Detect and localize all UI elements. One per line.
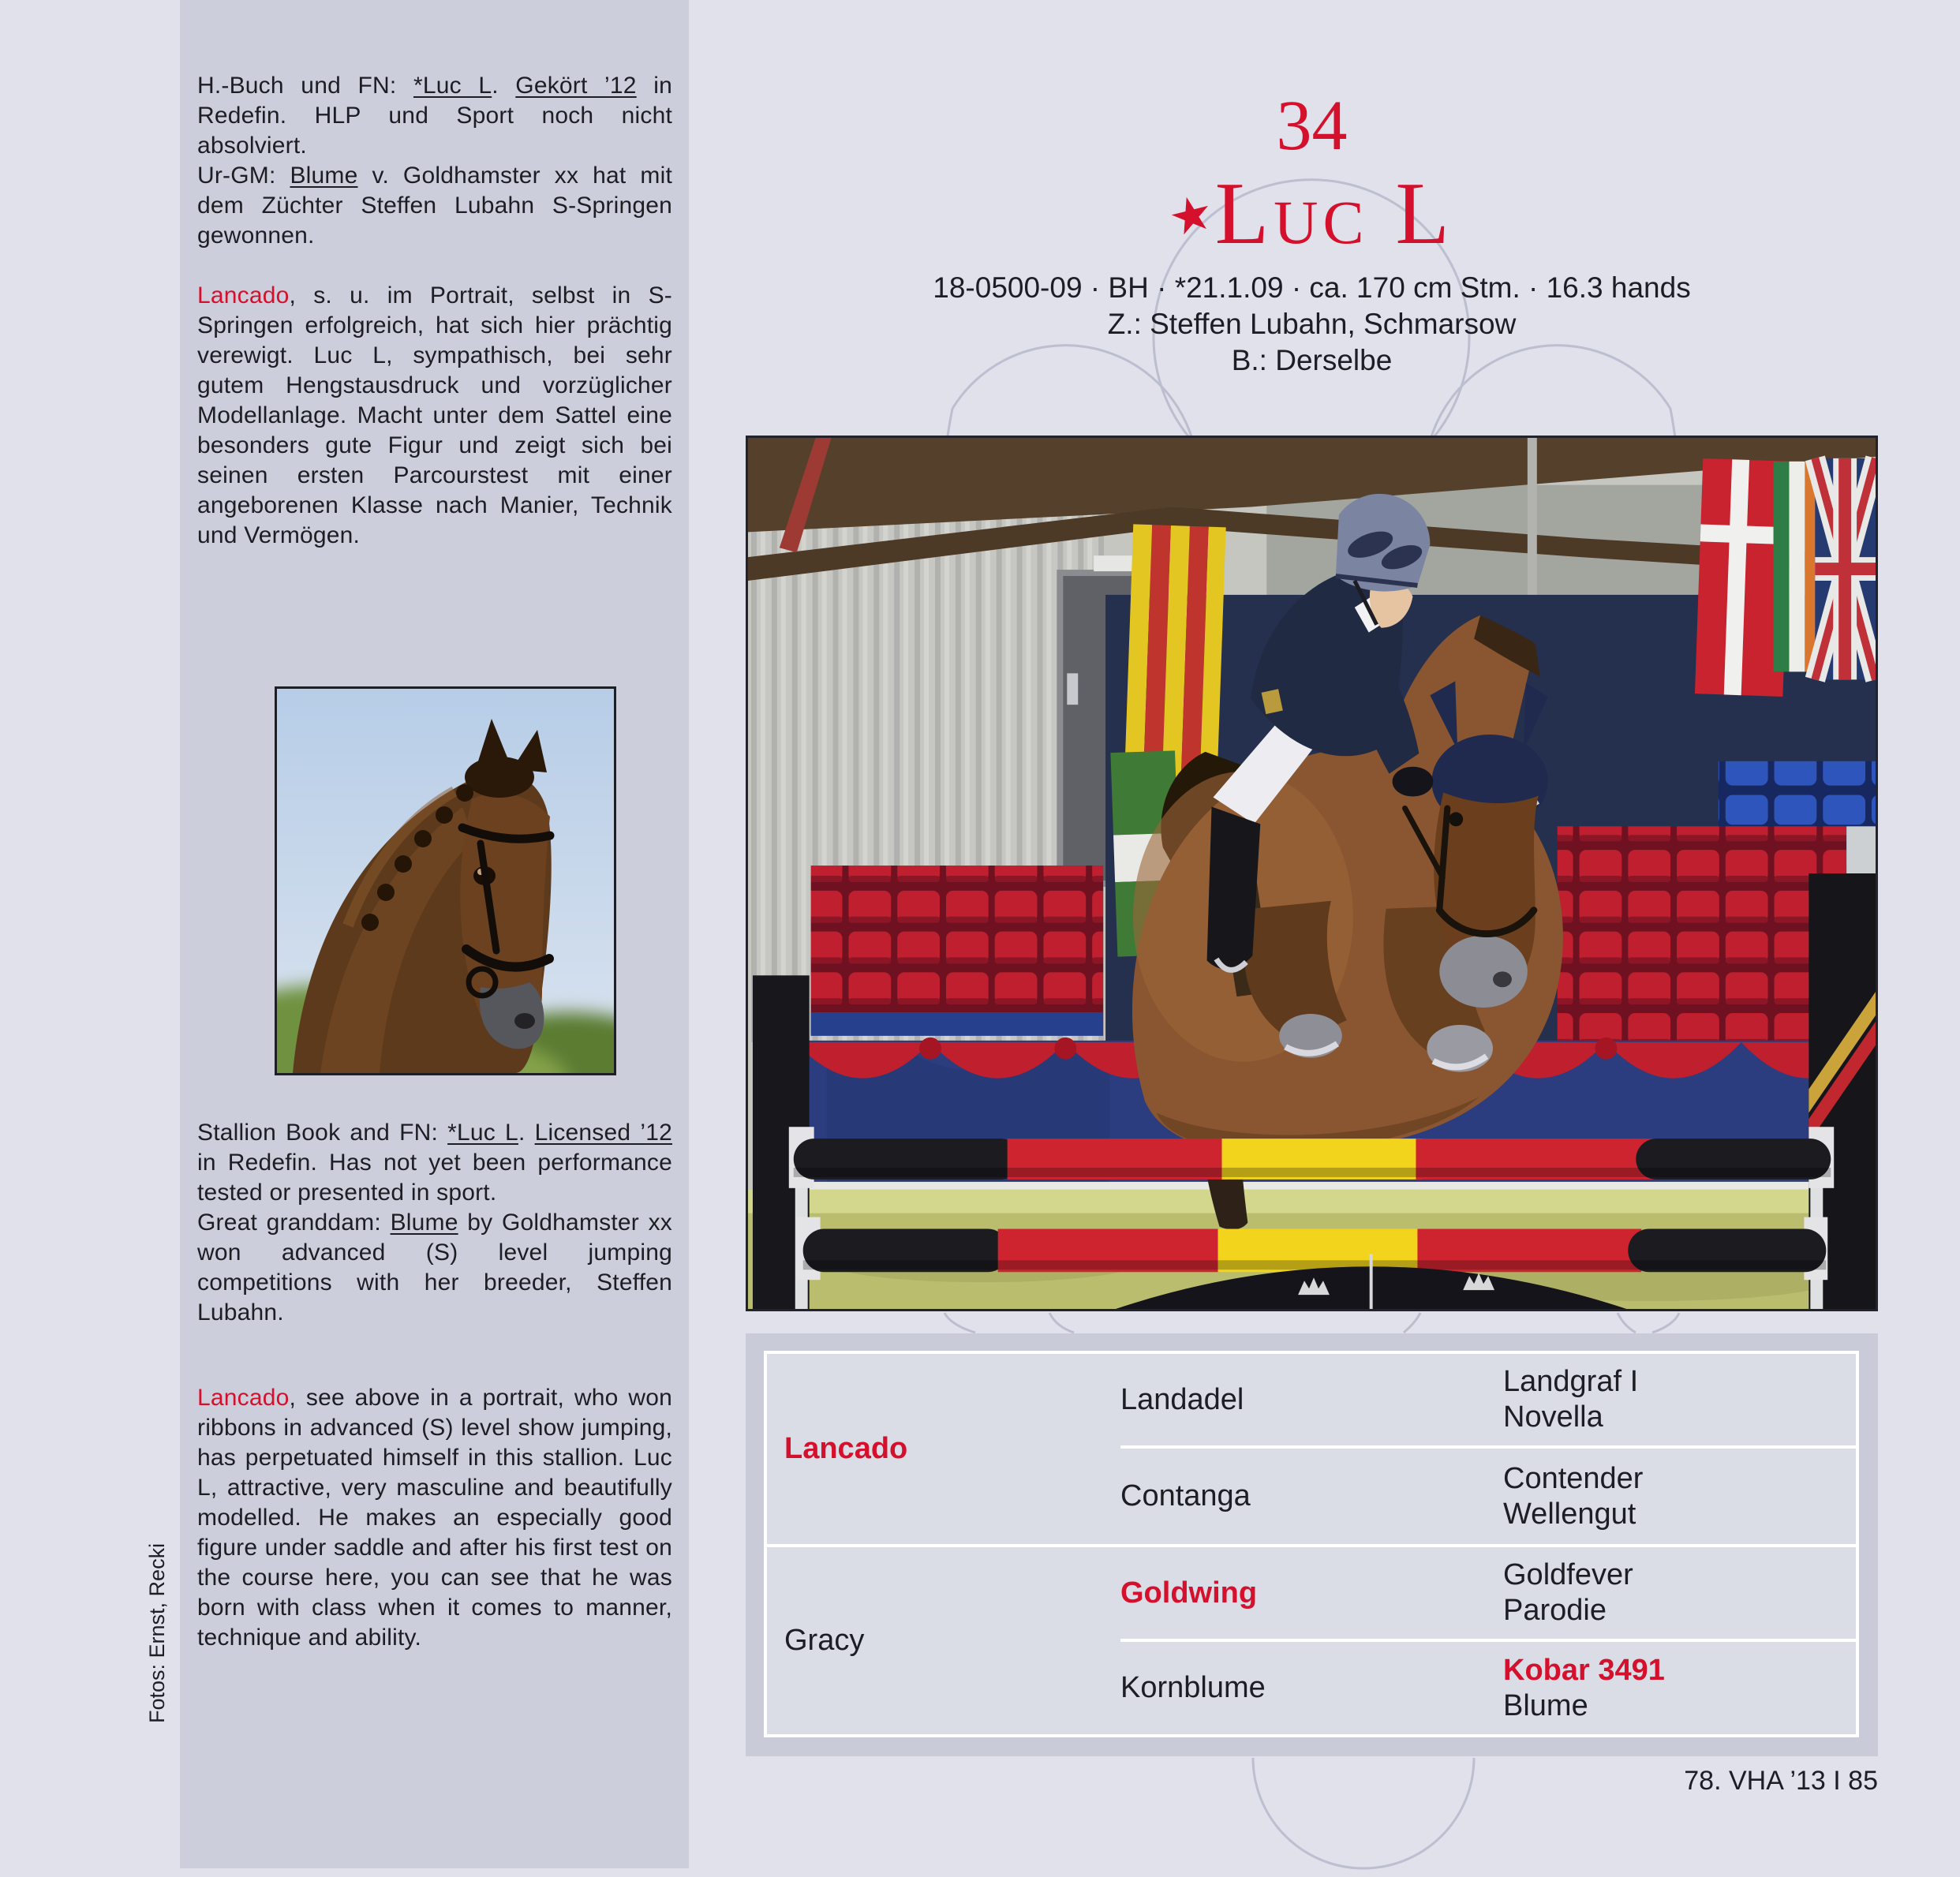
photo-credit	[117, 1542, 169, 1748]
ggp-line: Goldfever	[1503, 1558, 1633, 1591]
english-paragraph-1: Stallion Book and FN: *Luc L. Licensed ’12 in Redefin. Has not yet been performance tested or presented in sport. Great granddam: Blume by Goldhamster xx won advanced (S) level jumping competitions with her breeder, Steffen Lubahn.	[197, 1120, 673, 1325]
ggp-line: Parodie	[1503, 1594, 1607, 1627]
photo-credit-label: Fotos: Ernst, Recki	[145, 1542, 169, 1723]
pedigree-greatgrandparents-2	[1503, 1449, 1842, 1544]
ggp-line: Novella	[1503, 1400, 1603, 1434]
pedigree-sire-sire: Landadel	[1120, 1382, 1244, 1416]
ggp-line: Kobar 3491	[1503, 1653, 1665, 1687]
irish-flag	[1774, 462, 1821, 672]
stallion-details-line1: 18-0500-09 · BH · *21.1.09 · ca. 170 cm Stm. · 16.3 hands	[933, 271, 1691, 304]
catalog-number: 34	[1276, 87, 1348, 165]
ggp-line: Wellengut	[1503, 1497, 1636, 1531]
jumping-scene	[748, 438, 1876, 1309]
uk-flag	[1815, 458, 1876, 679]
stallion-details-line2: Z.: Steffen Lubahn, Schmarsow	[1107, 308, 1517, 340]
striped-flag	[1124, 524, 1226, 786]
stallion-details	[746, 270, 1878, 379]
pedigree-greatgrandparents-4	[1503, 1642, 1842, 1734]
stallion-details-line3: B.: Derselbe	[1231, 344, 1393, 376]
star-icon: ★	[1163, 185, 1220, 248]
ggp-line: Landgraf I	[1503, 1365, 1639, 1398]
english-paragraph-2: Lancado, see above in a portrait, who won ribbons in advanced (S) level show jumping, has perpetuated himself in this stallion. Luc L, attractive, very masculine and beautifully modelled. He makes an especially good figure under saddle and after his first test on the course here, you can see that he was born with class when it comes to manner, technique and ability.	[197, 1385, 672, 1651]
german-paragraph-1: H.-Buch und FN: *Luc L. Gekört ’12 in Redefin. HLP und Sport noch nicht absolviert. Ur-GM: Blume v. Goldhamster xx hat mit dem Züchter Steffen Lubahn S-Springen gewonnen.	[197, 73, 673, 249]
portrait-horse-head	[277, 689, 614, 1073]
pedigree-sire-dam: Contanga	[1120, 1479, 1251, 1512]
page-footer: 78. VHA ’13 I 85	[1684, 1766, 1878, 1796]
pedigree-dam-sire: Goldwing	[1120, 1576, 1258, 1610]
sidebar	[197, 71, 672, 1653]
german-paragraph-2: Lancado, s. u. im Portrait, selbst in S-Springen erfolgreich, hat sich hier prächtig verewigt. Luc L, sympathisch, bei sehr gutem Hengstausdruck und vorzüglicher Modellanlage. Macht unter dem Sattel eine besonders gute Figur und zeigt sich bei seinen ersten Parcourstest mit einer angeborenen Klasse nach Manier, Technik und Vermögen.	[197, 282, 672, 548]
pedigree-greatgrandparents-1	[1503, 1354, 1842, 1445]
header	[746, 0, 1878, 379]
portrait-photo	[275, 686, 616, 1075]
ggp-line: Contender	[1503, 1461, 1644, 1495]
pedigree-greatgrandparents-3	[1503, 1547, 1842, 1639]
stallion-name-text: Luc L	[1214, 165, 1454, 263]
pedigree-table	[764, 1351, 1859, 1737]
pedigree-dam: Gracy	[784, 1624, 865, 1657]
main-photo	[746, 436, 1878, 1311]
stallion-name	[746, 165, 1878, 263]
pedigree-sire: Lancado	[784, 1432, 908, 1465]
pedigree-dam-dam: Kornblume	[1120, 1671, 1266, 1704]
ggp-line: Blume	[1503, 1688, 1588, 1722]
